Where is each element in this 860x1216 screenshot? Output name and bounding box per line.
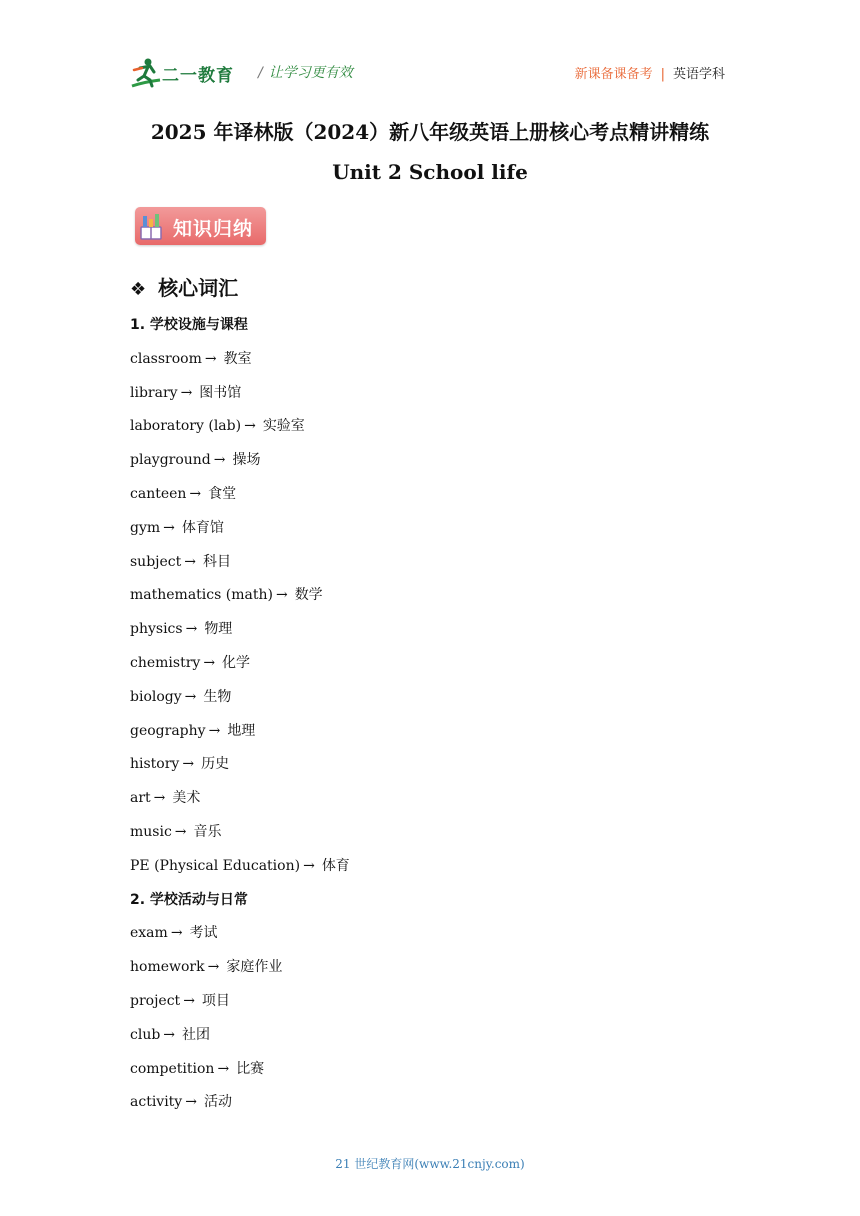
vocab-item — [130, 382, 241, 402]
arrow-icon: → — [163, 1026, 176, 1043]
vocab-chinese: 社团 — [182, 1026, 211, 1043]
arrow-icon: → — [170, 925, 183, 942]
vocab-chinese: 化学 — [222, 655, 251, 671]
vocab-english: competition — [130, 1060, 215, 1077]
header-subject: 英语学科 — [672, 67, 725, 82]
vocab-english: laboratory (lab) — [130, 418, 242, 435]
vocab-english: activity — [130, 1094, 183, 1111]
logo-text: 二一教育 — [162, 66, 234, 86]
vocab-english: gym — [130, 519, 161, 536]
knowledge-badge — [135, 207, 266, 245]
arrow-icon: → — [184, 688, 197, 705]
vocab-item — [130, 753, 229, 773]
vocab-chinese: 食堂 — [208, 486, 237, 502]
vocab-chinese: 物理 — [204, 621, 233, 638]
arrow-icon: → — [189, 486, 202, 502]
vocab-chinese: 图书馆 — [199, 384, 242, 401]
vocab-english: music — [130, 824, 172, 840]
vocab-item — [130, 821, 222, 841]
vocab-english: club — [130, 1026, 161, 1043]
arrow-icon: → — [203, 655, 216, 671]
vocab-chinese: 项目 — [201, 993, 230, 1009]
vocab-item — [130, 1091, 232, 1111]
arrow-icon: → — [174, 824, 187, 840]
vocab-english: physics — [130, 621, 183, 638]
vocab-chinese: 美术 — [172, 790, 201, 807]
vocab-chinese: 比赛 — [236, 1060, 265, 1077]
vocab-english: PE (Physical Education) — [130, 857, 301, 874]
arrow-icon: → — [244, 418, 256, 435]
vocab-english: classroom — [130, 350, 202, 367]
arrow-icon: → — [275, 587, 288, 604]
header-right: 新课备课备考 | 英语学科 — [574, 67, 725, 82]
arrow-icon: → — [182, 756, 195, 773]
vocab-chinese: 数学 — [294, 587, 323, 604]
runner-logo-icon — [130, 56, 162, 90]
vocab-english: biology — [130, 688, 182, 705]
vocab-item — [130, 990, 230, 1010]
vocab-english: homework — [130, 959, 205, 976]
vocab-chinese: 考试 — [189, 925, 218, 942]
vocab-item — [130, 517, 224, 537]
vocab-english: canteen — [130, 486, 187, 502]
vocab-item — [130, 686, 231, 706]
arrow-icon: → — [303, 857, 315, 874]
arrow-icon: → — [163, 519, 175, 536]
arrow-icon: → — [153, 790, 166, 807]
vocab-english: playground — [130, 452, 211, 469]
arrow-icon: → — [180, 384, 193, 401]
vocab-english: library — [130, 384, 178, 401]
vocab-item — [130, 1024, 210, 1044]
arrow-icon: → — [207, 959, 220, 976]
vocab-english: project — [130, 993, 181, 1009]
vocab-item — [130, 449, 261, 469]
vocab-chinese: 活动 — [203, 1094, 232, 1111]
slogan: / 让学习更有效 — [258, 65, 353, 81]
vocab-english: mathematics (math) — [130, 587, 273, 604]
vocab-english: geography — [130, 722, 206, 739]
page-footer: 21 世纪教育网(www.21cnjy.com) — [335, 1157, 525, 1171]
vocab-english: exam — [130, 925, 168, 942]
badge-label: 知识归纳 — [173, 218, 254, 240]
vocab-item — [130, 551, 231, 571]
vocab-chinese: 体育 — [321, 857, 350, 874]
vocab-chinese: 历史 — [201, 756, 230, 773]
header-category: 新课备课备考 — [574, 67, 653, 82]
arrow-icon: → — [208, 722, 221, 739]
vocab-chinese: 操场 — [232, 452, 261, 469]
arrow-icon: → — [184, 553, 196, 570]
page-header — [130, 56, 725, 90]
vocab-item — [130, 855, 350, 875]
vocab-chinese: 科目 — [203, 553, 231, 570]
vocab-item — [130, 720, 255, 740]
vocab-item — [130, 584, 323, 604]
vocab-item — [130, 1058, 264, 1078]
section-heading: ❖ 核心词汇 — [130, 276, 239, 300]
arrow-icon: → — [213, 452, 226, 469]
vocab-item — [130, 348, 252, 368]
vocab-item — [130, 618, 232, 638]
vocab-english: art — [130, 790, 151, 807]
vocab-chinese: 教室 — [223, 350, 252, 367]
unit-title: Unit 2 School life — [332, 160, 528, 184]
arrow-icon: → — [183, 993, 195, 1009]
vocab-chinese: 体育馆 — [181, 519, 224, 536]
vocab-item — [130, 652, 250, 672]
document-title: 2025 年译林版（2024）新八年级英语上册核心考点精讲精练 — [150, 120, 710, 144]
diamond-bullet-icon: ❖ — [130, 279, 147, 300]
arrow-icon: → — [185, 621, 198, 638]
vocab-chinese: 生物 — [203, 688, 232, 705]
vocab-item — [130, 956, 282, 976]
vocab-chinese: 实验室 — [262, 418, 305, 435]
vocab-item — [130, 922, 218, 942]
vocab-chinese: 音乐 — [193, 824, 222, 840]
vocab-item — [130, 483, 236, 503]
vocab-item — [130, 787, 200, 807]
group-heading: 2. 学校活动与日常 — [130, 891, 248, 908]
arrow-icon: → — [217, 1060, 230, 1077]
vocab-english: history — [130, 756, 180, 773]
arrow-icon: → — [204, 350, 217, 367]
vocab-chinese: 地理 — [227, 722, 256, 739]
vocab-chinese: 家庭作业 — [226, 959, 283, 976]
vocab-item — [130, 415, 305, 435]
logo — [130, 56, 242, 90]
arrow-icon: → — [185, 1094, 197, 1111]
book-icon — [139, 213, 163, 241]
vocab-english: subject — [130, 553, 182, 570]
vocab-english: chemistry — [130, 655, 201, 671]
group-heading: 1. 学校设施与课程 — [130, 317, 248, 333]
